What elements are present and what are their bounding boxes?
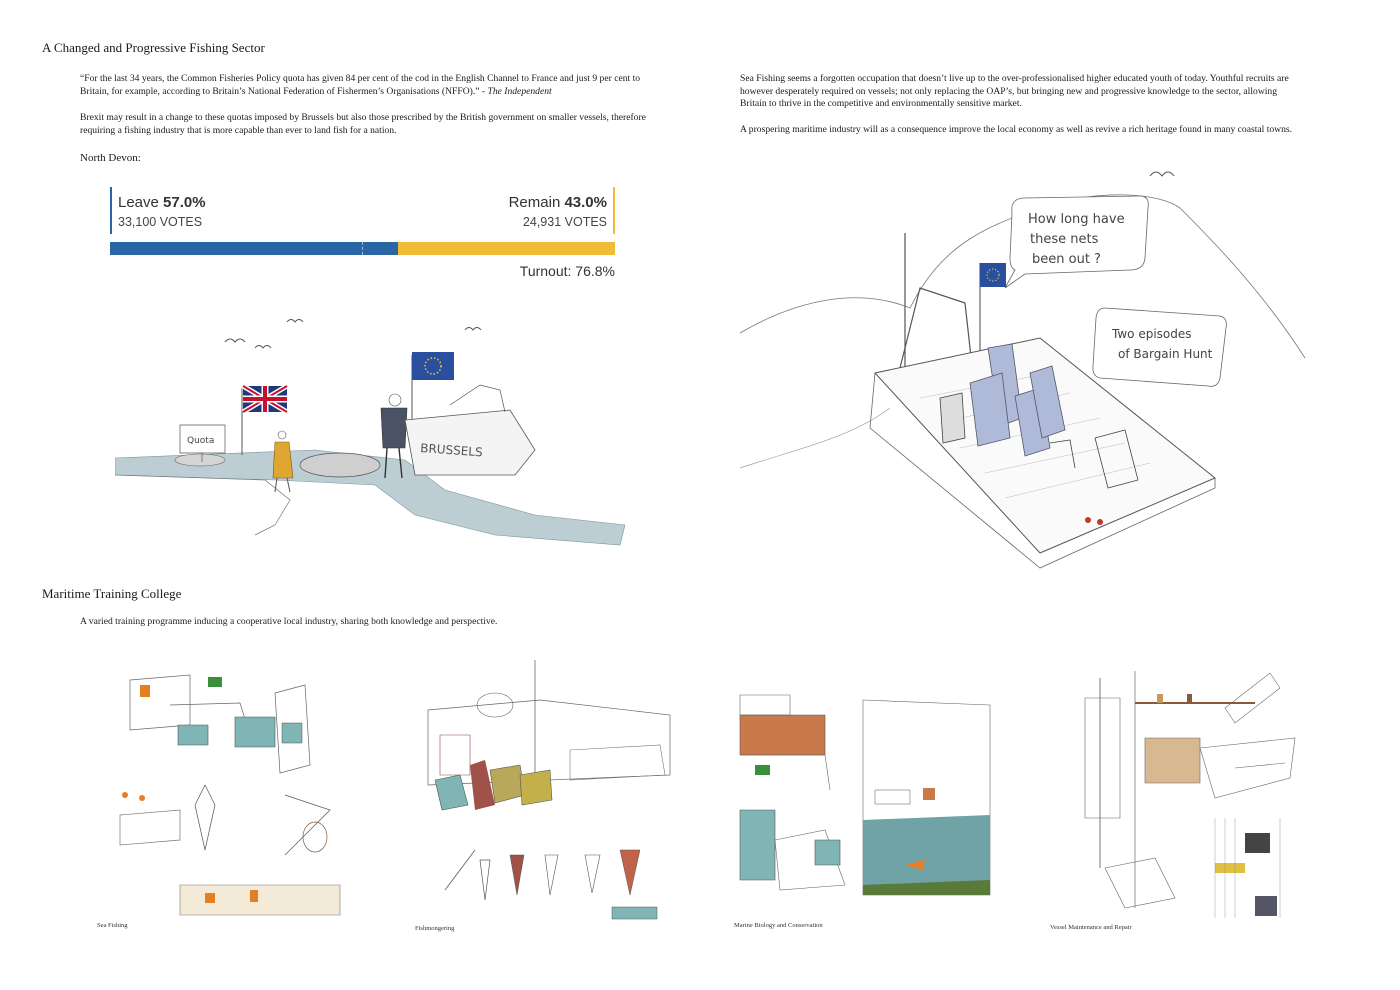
remain-marker	[613, 187, 615, 234]
region-label: North Devon:	[80, 152, 141, 164]
sketch-sea-fishing	[110, 665, 350, 920]
sea-fishing-paragraph: Sea Fishing seems a forgotten occupation that doesn’t live up to the over-professionalised higher educated youth of today. Youthful recruits are however desperately required on vessels; not only replacing the OAP’s, but bringing new and progressive knowledge to the sector, allowing Britain to thrive in the competitive and environmentally sensitive market.	[740, 73, 1289, 109]
vote-bar-remain	[398, 242, 615, 255]
fish-pile-large	[300, 453, 380, 477]
caption-vessel-maintenance: Vessel Maintenance and Repair	[1050, 924, 1132, 931]
bird	[1150, 172, 1174, 176]
bubble1-line3: been out ?	[1032, 252, 1101, 267]
aquarium-tank	[740, 810, 775, 880]
deck-crate	[940, 393, 965, 443]
majority-line	[362, 242, 364, 255]
eu-flag	[412, 352, 454, 380]
bubble2-line1: Two episodes	[1112, 327, 1192, 341]
remain-percent: 43.0%	[564, 194, 607, 211]
fish-board	[612, 907, 657, 919]
shoreline	[115, 475, 290, 535]
leave-votes: 33,100 VOTES	[118, 215, 203, 229]
vote-bar-leave	[110, 242, 398, 255]
fish-fillet	[620, 850, 640, 895]
bird	[255, 346, 271, 349]
net-orange	[140, 685, 150, 697]
boat-deck-illustration	[740, 168, 1310, 573]
fisherman-figure	[273, 431, 293, 492]
quota-brussels-illustration	[115, 300, 635, 550]
red-buoy	[1097, 519, 1103, 525]
tank-teal	[178, 725, 208, 745]
workbench-yellow	[1215, 863, 1245, 873]
bird	[225, 339, 245, 342]
boat-hull-repair	[1200, 738, 1295, 798]
brussels-boat-text: BRUSSELS	[419, 441, 484, 460]
hanging-net	[195, 785, 215, 850]
leave-marker	[110, 187, 112, 234]
section-title-college: Maritime Training College	[42, 586, 182, 601]
bird	[287, 320, 303, 323]
fish-fillet	[510, 855, 524, 895]
caption-marine-biology: Marine Biology and Conservation	[734, 922, 823, 929]
bubble1-line1: How long have	[1028, 212, 1125, 227]
leave-label: Leave	[118, 194, 159, 211]
tool-board	[1145, 738, 1200, 783]
quota-sign-text: Quota	[187, 436, 215, 446]
lab-bench-orange	[740, 715, 825, 755]
stairs	[1225, 673, 1280, 723]
maritime-industry-paragraph: A prospering maritime industry will as a consequence improve the local economy as well as revive a rich heritage found in many coastal towns.	[740, 124, 1293, 135]
fish-tray-yellow	[520, 770, 552, 805]
leave-percent: 57.0%	[163, 194, 206, 211]
quote-paragraph	[80, 73, 665, 98]
quote-text: “For the last 34 years, the Common Fisheries Policy quota has given 84 per cent of the cod in the English Channel to France and just 9 per cent to Britain, for example, according to Britain’s National Federation of Fishermen’s Organisations (NFFO).”	[80, 73, 641, 97]
remain-label: Remain	[508, 194, 561, 211]
flag-green	[208, 677, 222, 687]
workshop-bench	[180, 885, 340, 915]
engine-block	[1245, 833, 1270, 853]
college-intro: A varied training programme inducing a cooperative local industry, sharing both knowledge and perspective.	[80, 616, 498, 627]
caption-sea-fishing: Sea Fishing	[97, 922, 128, 929]
tank-teal	[235, 717, 275, 747]
sketch-fishmongering	[420, 655, 675, 925]
fish-pile-small	[175, 454, 225, 466]
quote-separator: -	[479, 85, 488, 97]
deck-eu-flag	[980, 263, 1006, 287]
lobster-pot	[303, 822, 327, 852]
uk-flag	[243, 386, 287, 412]
brexit-paragraph: Brexit may result in a change to these quotas imposed by Brussels but also those prescribed by the British government on smaller vessels, therefore requiring a fishing industry that is more capable than ever to land fish for a nation.	[80, 112, 646, 136]
sketch-marine-biology	[735, 690, 995, 915]
caption-fishmongering: Fishmongering	[415, 925, 455, 932]
fish-hanging	[470, 760, 495, 810]
fish-tray-teal	[435, 775, 468, 810]
leave-heading	[118, 194, 206, 211]
turnout-label: Turnout: 76.8%	[519, 263, 615, 279]
sketch-vessel-maintenance	[1075, 668, 1305, 940]
bubble2-line2: of Bargain Hunt	[1118, 347, 1213, 361]
quote-source: The Independent	[487, 85, 552, 97]
red-buoy	[1085, 517, 1091, 523]
vote-result-widget	[110, 187, 615, 282]
remain-heading	[509, 194, 607, 211]
bubble1-line2: these nets	[1030, 232, 1099, 247]
bird	[465, 328, 481, 331]
remain-votes: 24,931 VOTES	[522, 215, 607, 229]
section-title-fishing: A Changed and Progressive Fishing Sector	[42, 40, 265, 55]
